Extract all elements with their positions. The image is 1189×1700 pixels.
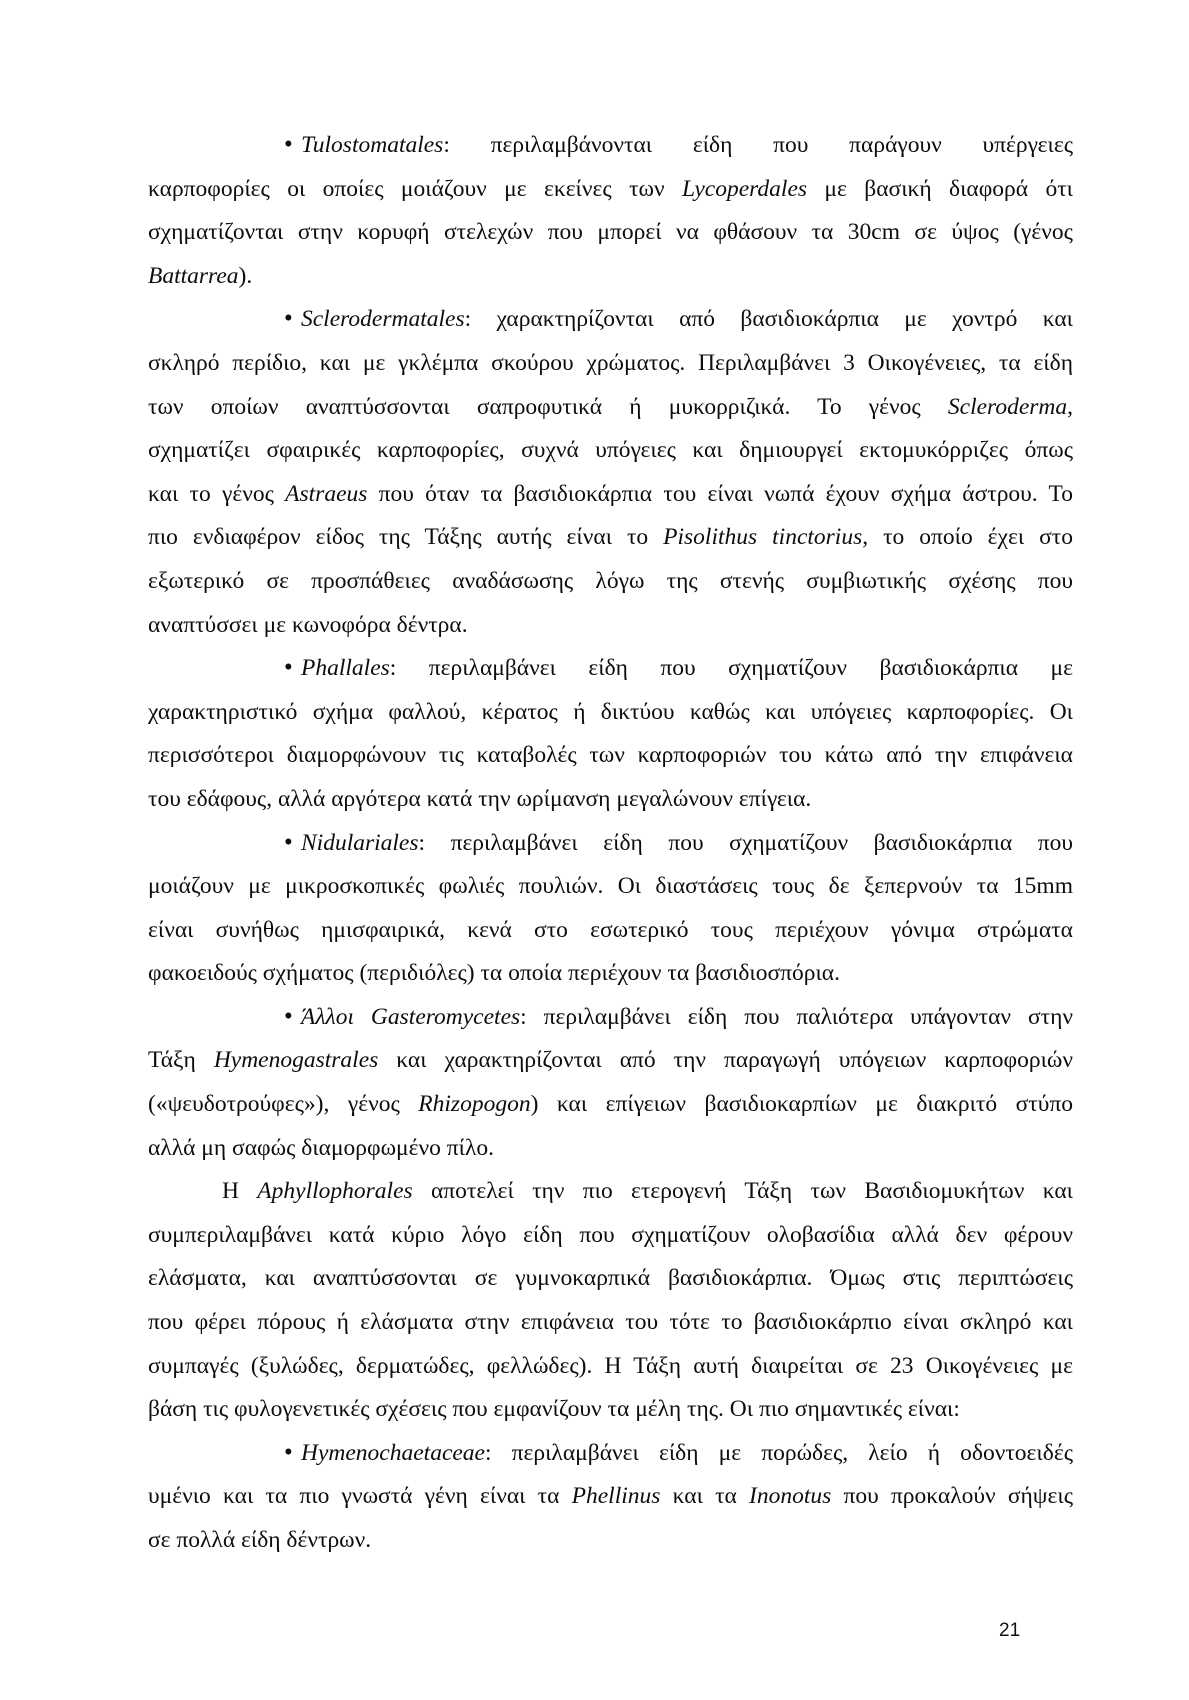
italic-term: Tulostomatales [301,132,444,158]
italic-term: Phellinus [571,1483,661,1510]
text-run: μοιάζουν με μικροσκοπικές φωλιές πουλιών. Οι διαστάσεις τους δε ξεπερνούν τα 15mm [148,873,1073,900]
bullet-item [148,124,1073,298]
text-line [148,865,1073,909]
text-run: και χαρακτηρίζονται από την παραγωγή υπόγειων καρποφοριών [378,1047,1073,1074]
text-line [148,386,1073,430]
italic-term: Aphyllophorales [257,1178,413,1205]
bullet-item [148,996,1073,1170]
text-line: • Άλλοι Gasteromycetes: περιλαμβάνει είδη που παλιότερα υπάγονταν στην [284,1002,1073,1030]
text-run: και το γένος [148,480,286,507]
text-line [148,1301,1073,1345]
text-line [148,516,1073,560]
text-line: • Nidulariales: περιλαμβάνει είδη που σχηματίζουν βασιδιοκάρπια που [284,828,1073,856]
text-run: : περιλαμβάνει είδη που σχηματίζουν βασιδιοκάρπια με [389,655,1073,682]
text-run: που όταν τα βασιδιοκάρπια του είναι νωπά έχουν σχήμα άστρου. Το [367,480,1073,507]
text-line [148,1475,1073,1519]
text-line [148,691,1073,735]
italic-term: Pisolithus tinctorius [663,524,863,551]
text-run: συμπεριλαμβάνει κατά κύριο λόγο είδη που σχηματίζουν ολοβασίδια αλλά δεν φέρουν [148,1221,1073,1248]
text-line [148,1127,1073,1171]
text-line [148,211,1073,255]
italic-term: Hymenochaetaceae [301,1439,485,1466]
body-paragraph [148,1170,1073,1432]
bullet-item [148,298,1073,647]
text-run: σχηματίζονται στην κορυφή στελεχών που μπορεί να φθάσουν τα 30cm σε ύψος (γένος [148,219,1073,246]
text-run: : περιλαμβάνει είδη με πορώδες, λείο ή οδοντοειδές [484,1439,1073,1466]
text-line [148,429,1073,473]
text-line [148,778,1073,822]
text-run: εξωτερικό σε προσπάθειες αναδάσωσης λόγω της στενής συμβιωτικής σχέσης που [148,567,1073,594]
text-run: καρποφορίες οι οποίες μοιάζουν με εκείνες των [148,175,682,202]
italic-term: Scleroderma [947,393,1068,420]
text-run: σε πολλά είδη δέντρων. [148,1527,372,1553]
text-run: : περιλαμβάνει είδη που παλιότερα υπάγονταν στην [520,1003,1073,1030]
text-line [148,1214,1073,1258]
text-run: ) και επίγειων βασιδιοκαρπίων με διακριτό στύπο [530,1091,1073,1118]
text-line [148,342,1073,386]
text-run: πιο ενδιαφέρον είδος της Τάξης αυτής είναι το [148,524,664,551]
text-run: υμένιο και τα πιο γνωστά γένη είναι τα [148,1483,572,1510]
italic-term: Hymenogastrales [213,1047,379,1074]
bullet-item [148,1432,1073,1563]
text-line [148,1039,1073,1083]
text-line [148,1345,1073,1389]
text-line [148,952,1073,996]
text-line: • Tulostomatales: περιλαμβάνονται είδη που παράγουν υπέργειες [284,131,1073,158]
text-line [148,255,1073,299]
text-line [148,1519,1073,1563]
italic-term: Rhizopogon [418,1091,531,1118]
italic-term: Phallales [301,655,390,682]
bullet-item [148,647,1073,821]
text-run: ). [238,262,253,289]
text-run: Η [222,1178,258,1205]
body-text [148,124,1073,1563]
text-run: περισσότεροι διαμορφώνουν τις καταβολές των καρποφοριών του κάτω από την επιφάνεια [148,742,1073,769]
text-run: αναπτύσσει με κωνοφόρα δέντρα. [148,611,468,638]
text-line [148,168,1073,212]
page-number: 21 [999,1620,1021,1641]
bullet-item [148,822,1073,996]
text-line [148,604,1073,648]
text-line [148,909,1073,953]
text-run: χαρακτηριστικό σχήμα φαλλού, κέρατος ή δικτύου καθώς και υπόγειες καρποφορίες. Οι [148,698,1073,725]
text-run: και τα [660,1483,750,1510]
text-run: του εδάφους, αλλά αργότερα κατά την ωρίμανση μεγαλώνουν επίγεια. [148,785,812,812]
text-run: : περιλαμβάνονται είδη που παράγουν υπέργειες [443,132,1073,158]
text-line: • Sclerodermatales: χαρακτηρίζονται από βασιδιοκάρπια με χοντρό και [284,305,1073,333]
text-run: βάση τις φυλογενετικές σχέσεις που εμφανίζουν τα μέλη της. Οι πιο σημαντικές είναι: [148,1396,960,1423]
italic-term: Astraeus [285,480,368,507]
text-run: σχηματίζει σφαιρικές καρποφορίες, συχνά υπόγειες και δημιουργεί εκτομυκόρριζες όπως [148,437,1073,464]
text-run: φακοειδούς σχήματος (περιδιόλες) τα οποία περιέχουν τα βασιδιοσπόρια. [148,960,840,987]
italic-term: Inonotus [749,1483,832,1510]
text-run: σκληρό περίδιο, και με γκλέμπα σκούρου χρώματος. Περιλαμβάνει 3 Οικογένειες, τα είδη [148,349,1073,376]
text-run: συμπαγές (ξυλώδες, δερματώδες, φελλώδες). Η Τάξη αυτή διαιρείται σε 23 Οικογένειες με [148,1352,1073,1379]
text-run: με βασική διαφορά ότι [807,175,1073,202]
italic-term: Lycoperdales [681,175,808,202]
text-line [148,734,1073,778]
text-run: : περιλαμβάνει είδη που σχηματίζουν βασιδιοκάρπια που [418,829,1073,856]
text-run: Τάξη [148,1047,214,1074]
text-run: («ψευδοτρούφες»), γένος [148,1091,419,1118]
text-line: • Hymenochaetaceae: περιλαμβάνει είδη με πορώδες, λείο ή οδοντοειδές [284,1438,1073,1466]
text-run: αλλά μη σαφώς διαμορφωμένο πίλο. [148,1134,494,1161]
italic-term: Nidulariales [301,829,419,856]
text-run: των οποίων αναπτύσσονται σαπροφυτικά ή μυκορριζικά. Το γένος [148,393,948,420]
italic-term: Άλλοι Gasteromycetes [301,1003,521,1030]
text-run: είναι συνήθως ημισφαιρικά, κενά στο εσωτερικό τους περιέχουν γόνιμα στρώματα [148,916,1073,943]
text-run: που προκαλούν σήψεις [831,1483,1074,1510]
text-run: που φέρει πόρους ή ελάσματα στην επιφάνεια του τότε το βασιδιοκάρπιο είναι σκληρό και [148,1309,1073,1336]
italic-term: Battarrea [148,262,239,289]
text-line: • Phallales: περιλαμβάνει είδη που σχηματίζουν βασιδιοκάρπια με [284,654,1073,682]
text-run: : χαρακτηρίζονται από βασιδιοκάρπια με χοντρό και [464,306,1073,333]
text-run: ελάσματα, και αναπτύσσονται σε γυμνοκαρπικά βασιδιοκάρπια. Όμως στις περιπτώσεις [148,1265,1073,1292]
text-line [148,1388,1073,1432]
text-run: αποτελεί την πιο ετερογενή Τάξη των Βασιδιομυκήτων και [412,1178,1073,1205]
text-run: , [1067,393,1073,420]
text-run: , το οποίο έχει στο [862,524,1073,551]
text-line [148,1170,1073,1214]
text-line [148,1257,1073,1301]
italic-term: Sclerodermatales [301,306,465,333]
text-line [148,473,1073,517]
text-line [148,560,1073,604]
text-line [148,1083,1073,1127]
